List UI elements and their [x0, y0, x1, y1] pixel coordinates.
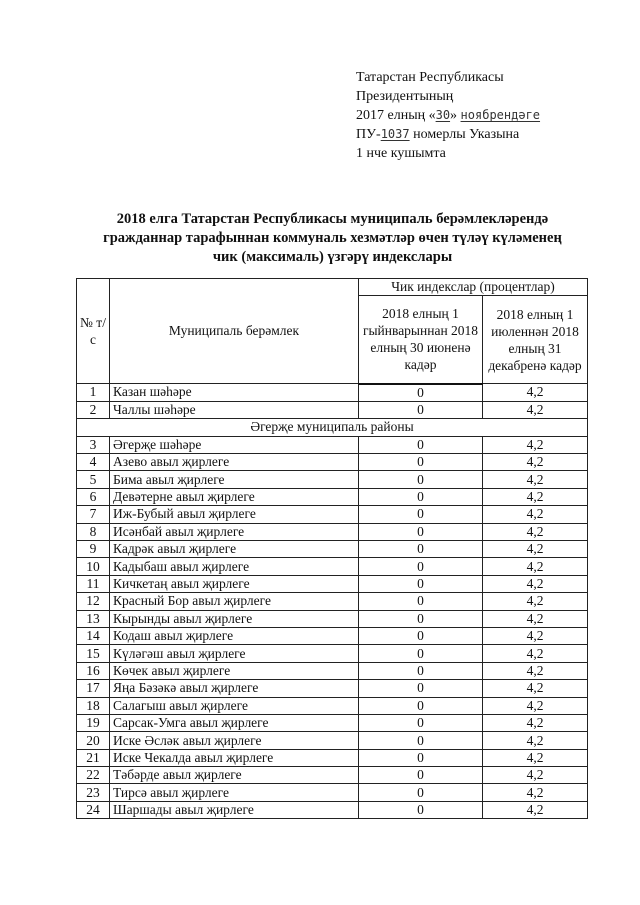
table-row	[77, 575, 588, 592]
table-row	[77, 714, 588, 731]
row-name: Исәнбай авыл җирлеге	[110, 523, 359, 540]
row-value-2: 4,2	[483, 662, 588, 679]
annex-decree-number: 1037	[380, 127, 410, 141]
row-num: 1	[77, 384, 110, 402]
row-num: 20	[77, 732, 110, 749]
row-value-2: 4,2	[483, 488, 588, 505]
row-value-2: 4,2	[483, 801, 588, 818]
row-num: 2	[77, 401, 110, 418]
title-line-2: гражданнар тарафыннан коммуналь хезмәтләр өчен түләү күләменең	[103, 230, 562, 246]
table-row	[77, 471, 588, 488]
title-line-1: 2018 елга Татарстан Республикасы муниципаль берәмлекләрендә	[116, 211, 549, 227]
header-period-1: 2018 елның 1 гыйнварыннан 2018 елның 30 июненә кадәр	[359, 296, 483, 384]
header-name: Муниципаль берәмлек	[110, 279, 359, 384]
row-value-2: 4,2	[483, 767, 588, 784]
row-value-1: 0	[359, 506, 483, 523]
table-row	[77, 645, 588, 662]
row-value-2: 4,2	[483, 749, 588, 766]
row-value-2: 4,2	[483, 697, 588, 714]
row-value-2: 4,2	[483, 454, 588, 471]
row-name: Кадрәк авыл җирлеге	[110, 541, 359, 558]
annex-decree-prefix: ПУ-	[356, 127, 381, 142]
annex-line-republic: Татарстан Республикасы	[356, 70, 504, 85]
row-name: Кичкетаң авыл җирлеге	[110, 575, 359, 592]
row-value-2: 4,2	[483, 714, 588, 731]
annex-date-day: 30	[435, 108, 451, 122]
table-row	[77, 436, 588, 453]
row-value-2: 4,2	[483, 680, 588, 697]
row-num: 8	[77, 523, 110, 540]
header-num: № т/с	[77, 279, 110, 384]
row-value-1: 0	[359, 454, 483, 471]
row-value-1: 0	[359, 436, 483, 453]
annex-date-mid: »	[450, 108, 458, 123]
table-row	[77, 784, 588, 801]
row-name: Бима авыл җирлеге	[110, 471, 359, 488]
annex-decree-suffix: номерлы Указына	[409, 127, 520, 142]
row-name: Иж-Бубый авыл җирлеге	[110, 506, 359, 523]
row-num: 14	[77, 627, 110, 644]
table-row	[77, 767, 588, 784]
row-num: 9	[77, 541, 110, 558]
row-num: 24	[77, 801, 110, 818]
row-num: 6	[77, 488, 110, 505]
row-name: Әгерҗе шәһәре	[110, 436, 359, 453]
header-period-2: 2018 елның 1 июленнән 2018 елның 31 декабренә кадәр	[483, 296, 588, 384]
section-row	[77, 419, 588, 436]
row-value-2: 4,2	[483, 471, 588, 488]
row-name: Чаллы шәһәре	[110, 401, 359, 418]
row-value-1: 0	[359, 732, 483, 749]
table-row	[77, 697, 588, 714]
row-value-1: 0	[359, 523, 483, 540]
row-value-1: 0	[359, 749, 483, 766]
row-value-2: 4,2	[483, 575, 588, 592]
row-value-1: 0	[359, 784, 483, 801]
table-row	[77, 541, 588, 558]
table-row	[77, 749, 588, 766]
table-row	[77, 593, 588, 610]
row-value-2: 4,2	[483, 558, 588, 575]
row-num: 3	[77, 436, 110, 453]
row-name: Шаршады авыл җирлеге	[110, 801, 359, 818]
row-value-1: 0	[359, 680, 483, 697]
table-row	[77, 523, 588, 540]
row-num: 16	[77, 662, 110, 679]
row-name: Иске Чекалда авыл җирлеге	[110, 749, 359, 766]
annex-date-month: ноябрендәге	[460, 108, 541, 122]
row-name: Тәбәрде авыл җирлеге	[110, 767, 359, 784]
row-value-2: 4,2	[483, 541, 588, 558]
row-value-1: 0	[359, 401, 483, 418]
header-row-1	[77, 279, 588, 296]
table-row	[77, 680, 588, 697]
row-value-1: 0	[359, 801, 483, 818]
row-value-2: 4,2	[483, 610, 588, 627]
row-name: Сарсак-Умга авыл җирлеге	[110, 714, 359, 731]
row-num: 7	[77, 506, 110, 523]
document-title	[60, 210, 605, 267]
row-value-2: 4,2	[483, 645, 588, 662]
row-name: Кодаш авыл җирлеге	[110, 627, 359, 644]
indices-table	[76, 278, 588, 819]
row-value-2: 4,2	[483, 401, 588, 418]
row-name: Красный Бор авыл җирлеге	[110, 593, 359, 610]
row-name: Девәтерне авыл җирлеге	[110, 488, 359, 505]
row-name: Кадыбаш авыл җирлеге	[110, 558, 359, 575]
table-row	[77, 627, 588, 644]
row-num: 12	[77, 593, 110, 610]
row-num: 17	[77, 680, 110, 697]
row-value-2: 4,2	[483, 784, 588, 801]
table-row	[77, 558, 588, 575]
table-row	[77, 401, 588, 418]
row-value-1: 0	[359, 714, 483, 731]
table-row	[77, 488, 588, 505]
row-value-2: 4,2	[483, 506, 588, 523]
row-value-1: 0	[359, 575, 483, 592]
row-value-1: 0	[359, 627, 483, 644]
row-num: 4	[77, 454, 110, 471]
row-name: Салагыш авыл җирлеге	[110, 697, 359, 714]
row-value-1: 0	[359, 541, 483, 558]
row-name: Кырынды авыл җирлеге	[110, 610, 359, 627]
row-name: Тирсә авыл җирлеге	[110, 784, 359, 801]
row-num: 18	[77, 697, 110, 714]
table-row	[77, 801, 588, 818]
row-name: Яңа Бәзәкә авыл җирлеге	[110, 680, 359, 697]
table-row	[77, 506, 588, 523]
row-name: Иске Әсләк авыл җирлеге	[110, 732, 359, 749]
row-num: 15	[77, 645, 110, 662]
row-num: 10	[77, 558, 110, 575]
title-line-3: чик (максималь) үзгәрү индекслары	[212, 249, 453, 265]
row-name: Казан шәһәре	[110, 384, 359, 402]
header-group: Чик индекслар (процентлар)	[359, 279, 588, 296]
annex-decree-line	[356, 125, 626, 144]
row-num: 21	[77, 749, 110, 766]
row-name: Азево авыл җирлеге	[110, 454, 359, 471]
row-value-1: 0	[359, 558, 483, 575]
section-title: Әгерҗе муниципаль районы	[77, 419, 588, 436]
row-value-2: 4,2	[483, 732, 588, 749]
row-num: 13	[77, 610, 110, 627]
row-num: 22	[77, 767, 110, 784]
row-num: 11	[77, 575, 110, 592]
row-value-2: 4,2	[483, 523, 588, 540]
row-value-2: 4,2	[483, 593, 588, 610]
row-name: Көчек авыл җирлеге	[110, 662, 359, 679]
row-num: 23	[77, 784, 110, 801]
table-row	[77, 662, 588, 679]
row-value-1: 0	[359, 384, 483, 402]
row-value-2: 4,2	[483, 627, 588, 644]
annex-date-line	[356, 106, 626, 125]
annex-block	[356, 68, 626, 163]
table-row	[77, 384, 588, 402]
table-row	[77, 610, 588, 627]
row-value-1: 0	[359, 662, 483, 679]
row-value-1: 0	[359, 593, 483, 610]
row-value-1: 0	[359, 610, 483, 627]
table-row	[77, 732, 588, 749]
annex-number: 1 нче кушымта	[356, 146, 446, 161]
annex-date-prefix: 2017 елның «	[356, 108, 436, 123]
annex-line-president: Президентының	[356, 89, 454, 104]
row-value-1: 0	[359, 767, 483, 784]
row-value-1: 0	[359, 471, 483, 488]
row-value-1: 0	[359, 488, 483, 505]
row-value-1: 0	[359, 697, 483, 714]
row-name: Күләгәш авыл җирлеге	[110, 645, 359, 662]
row-value-1: 0	[359, 645, 483, 662]
row-num: 19	[77, 714, 110, 731]
row-value-2: 4,2	[483, 436, 588, 453]
table-row	[77, 454, 588, 471]
row-num: 5	[77, 471, 110, 488]
row-value-2: 4,2	[483, 384, 588, 402]
